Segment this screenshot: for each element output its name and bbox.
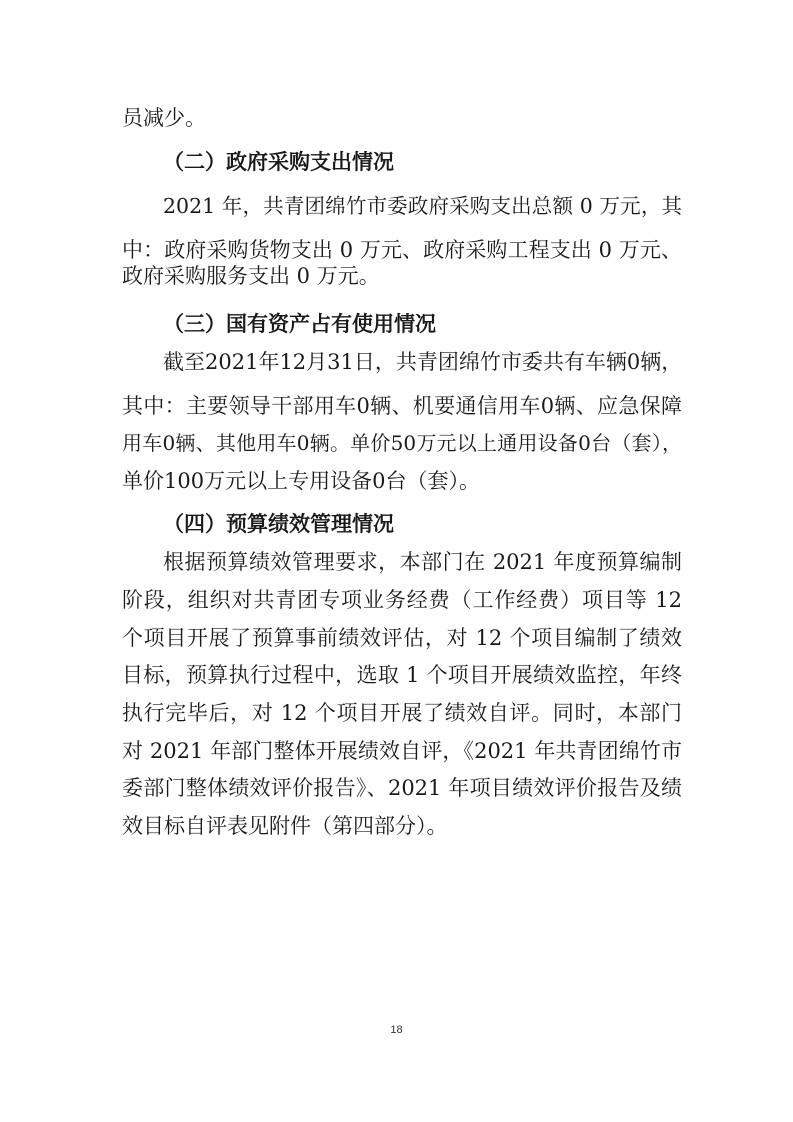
section-heading: （二）政府采购支出情况 (163, 150, 394, 174)
text-line: 单价100万元以上专用设备0台（套）。 (122, 469, 480, 493)
page-number: 18 (390, 1024, 403, 1036)
text-line: 政府采购服务支出 0 万元。 (122, 264, 380, 288)
text-line: 用车0辆、其他用车0辆。单价50万元以上通用设备0台（套）， (122, 431, 682, 455)
text-line: 中：政府采购货物支出 0 万元、政府采购工程支出 0 万元、 (122, 238, 682, 262)
text-line: 阶段，组织对共青团专项业务经费（工作经费）项目等 12 (122, 588, 682, 612)
text-line: 员减少。 (122, 106, 206, 130)
section-heading: （四）预算绩效管理情况 (163, 512, 394, 536)
text-line: 2021 年，共青团绵竹市委政府采购支出总额 0 万元，其 (163, 194, 682, 218)
text-line: 个项目开展了预算事前绩效评估，对 12 个项目编制了绩效 (122, 626, 682, 650)
text-line: 执行完毕后，对 12 个项目开展了绩效自评。同时，本部门 (122, 701, 682, 725)
text-line: 目标，预算执行过程中，选取 1 个项目开展绩效监控，年终 (122, 663, 682, 687)
text-line: 其中：主要领导干部用车0辆、机要通信用车0辆、应急保障 (122, 394, 682, 418)
text-line: 截至2021年12月31日，共青团绵竹市委共有车辆0辆， (163, 350, 683, 374)
text-line: 对 2021 年部门整体开展绩效自评，《2021 年共青团绵竹市 (122, 739, 682, 763)
text-line: 效目标自评表见附件（第四部分）。 (122, 814, 448, 838)
text-line: 根据预算绩效管理要求，本部门在 2021 年度预算编制 (163, 550, 682, 574)
section-heading: （三）国有资产占有使用情况 (163, 312, 436, 336)
text-line: 委部门整体绩效评价报告》、2021 年项目绩效评价报告及绩 (122, 776, 682, 800)
